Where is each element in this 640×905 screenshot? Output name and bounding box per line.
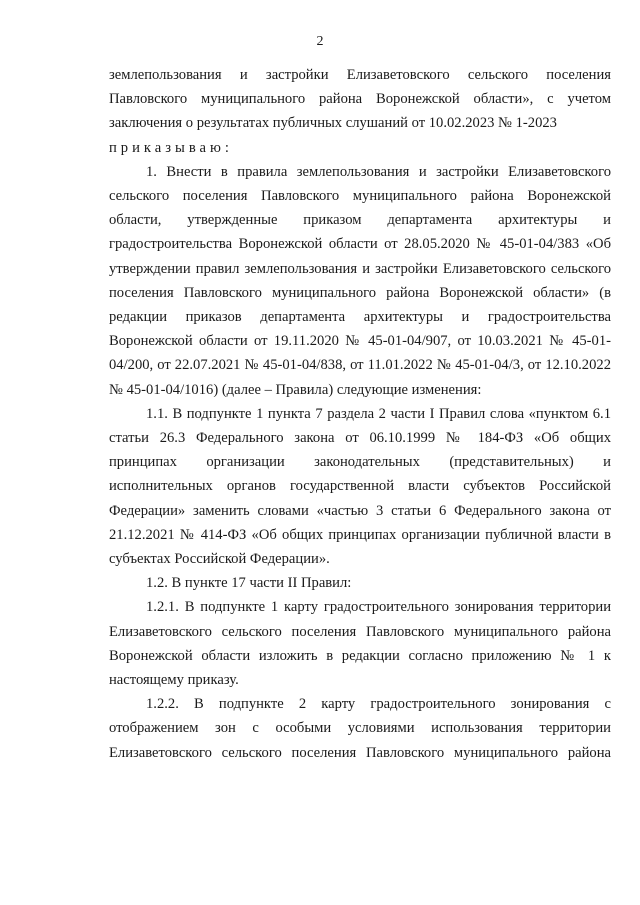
order-word: приказываю: xyxy=(109,139,233,156)
paragraph-1-2-1: 1.2.1. В подпункте 1 карту градостроительного зонирования территории Елизаветовского сельского поселения Павловского муниципального района Воронежской области изложить в редакции согласно приложению № 1 к настоящему приказу. xyxy=(109,599,611,689)
paragraph-1-2: 1.2. В пункте 17 части II Правил: xyxy=(146,575,352,592)
paragraph-1-2-2: 1.2.2. В подпункте 2 карту градостроительного зонирования с отображением зон с особыми условиями использования территории Елизаветовского сельского поселения Павловского муниципального района xyxy=(109,696,611,761)
document-body xyxy=(109,63,611,765)
intro-paragraph: землепользования и застройки Елизаветовского сельского поселения Павловского муниципального района Воронежской области», с учетом заключения о результатах публичных слушаний от 10.02.2023 № 1-2023 xyxy=(109,67,611,132)
page-number: 2 xyxy=(316,34,324,49)
paragraph-1: 1. Внести в правила землепользования и застройки Елизаветовского сельского поселения Павловского муниципального района Воронежской области, утвержденные приказом департамента архитектуры и градостроительства Воронежской области от 28.05.2020 № 45-01-04/383 «Об утверждении правил землепользования и застройки Елизаветовского сельского поселения Павловского муниципального района Воронежской области» (в редакции приказов департамента архитектуры и градостроительства Воронежской области от 19.11.2020 № 45-01-04/907, от 10.03.2021 № 45-01-04/200, от 22.07.2021 № 45-01-04/838, от 11.01.2022 № 45-01-04/3, от 12.10.2022 № 45-01-04/1016) (далее – Правила) следующие изменения: xyxy=(109,163,611,398)
paragraph-1-1: 1.1. В подпункте 1 пункта 7 раздела 2 части I Правил слова «пунктом 6.1 статьи 26.3 Федерального закона от 06.10.1999 № 184-ФЗ «Об общих принципах организации законодательных (представительных) и исполнительных органов государственной власти субъектов Российской Федерации» заменить словами «частью 3 статьи 6 Федерального закона от 21.12.2021 № 414-ФЗ «Об общих принципах организации публичной власти в субъектах Российской Федерации». xyxy=(109,405,611,568)
